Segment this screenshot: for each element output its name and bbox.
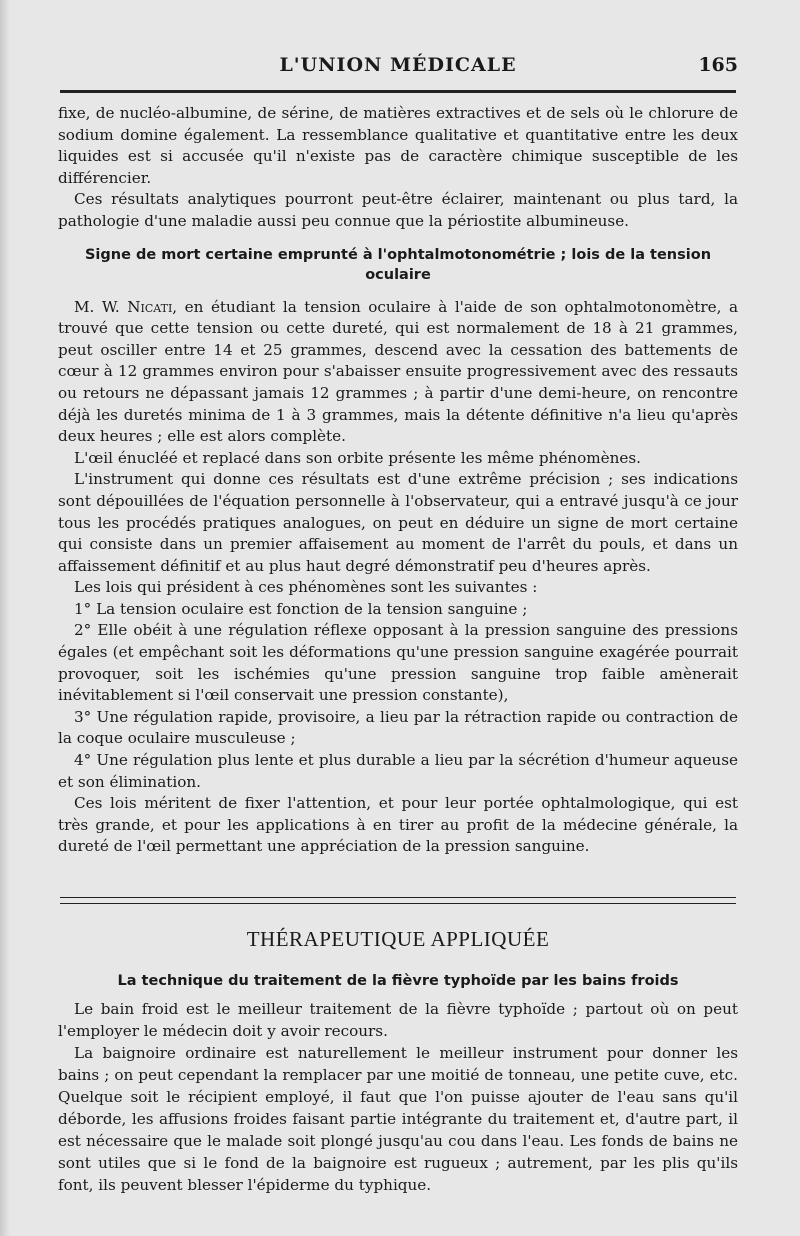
section-column — [58, 926, 738, 1196]
paragraph-text: , en étudiant la tension oculaire à l'aide de son ophtalmotonomètre, a trouvé que cette tension ou cette dureté, qui est normalement de 18 à 21 grammes, peut osciller entre 14 et 25 grammes, descend avec la cessation des battements de cœur à 12 grammes environ pour s'abaisser ensuite progressivement avec des ressauts ou retours ne dépassant jamais 12 grammes ; à partir d'une demi-heure, on rencontre déjà les duretés minima de 1 à 3 grammes, mais la détente définitive n'a lieu qu'après deux heures ; elle est alors complète. — [58, 297, 738, 446]
journal-title: L'UNION MÉDICALE — [279, 54, 517, 76]
list-item: 1° La tension oculaire est fonction de la tension sanguine ; — [74, 599, 528, 618]
list-item: 2° Elle obéit à une régulation réflexe opposant à la pression sanguine des pressions égales (et empêchant soit les déformations qu'une pression sanguine exagérée pourrait provoquer, soit les ischémies qu'une pression sanguine trop faible amènerait inévitablement si l'œil conservait une pression constante), — [58, 621, 738, 705]
article-title: La technique du traitement de la fièvre typhoïde par les bains froids — [117, 973, 679, 989]
paragraph: Ces lois méritent de fixer l'attention, et pour leur portée ophtalmologique, qui est très grande, et pour les applications à en tirer au profit de la médecine générale, la dureté de l'œil permettant une appréciation de la pression sanguine. — [58, 794, 738, 856]
section-divider — [60, 897, 736, 904]
scan-edge — [0, 0, 10, 1236]
paragraph: fixe, de nucléo-albumine, de sérine, de matières extractives et de sels où le chlorure de sodium domine également. La ressemblance qualitative et quantitative entre les deux liquides est si accusée qu'il n'existe pas de caractère chimique susceptible de les différencier. — [58, 104, 738, 187]
section-heading: THÉRAPEUTIQUE APPLIQUÉE — [246, 927, 550, 951]
author-name: Nicati — [127, 297, 173, 316]
paragraph: Le bain froid est le meilleur traitement de la fièvre typhoïde ; partout où on peut l'employer le médecin doit y avoir recours. — [58, 1000, 738, 1040]
paragraph: Ces résultats analytiques pourront peut-être éclairer, maintenant ou plus tard, la pathologie d'une maladie aussi peu connue que la périostite albumineuse. — [58, 190, 738, 230]
paragraph: L'instrument qui donne ces résultats est d'une extrême précision ; ses indications sont dépouillées de l'équation personnelle à l'observateur, qui a entravé jusqu'à ce jour tous les procédés pratiques analogues, on peut en déduire un signe de mort certaine qui consiste dans un premier affaisement au moment de l'arrêt du pouls, et dans un affaissement définitif et au plus haut degré démonstratif peu d'heures après. — [58, 470, 738, 575]
article-title: Signe de mort certaine emprunté à l'ophtalmotonométrie ; lois de la tension oculaire — [84, 246, 712, 283]
paragraph: L'œil énucléé et replacé dans son orbite présente les même phénomènes. — [74, 448, 642, 467]
paragraph: La baignoire ordinaire est naturellement le meilleur instrument pour donner les bains ; on peut cependant la remplacer par une moitié de tonneau, une petite cuve, etc. Quelque soit le récipient employé, il faut que l'on puisse ajouter de l'eau sans qu'il déborde, les affusions froides faisant partie intégrante du traitement et, d'autre part, il est nécessaire que le malade soit plongé jusqu'au cou dans l'eau. Les fonds de bains ne sont utiles que si le fond de la baignoire est rugueux ; autrement, par les plis qu'ils font, ils peuvent blesser l'épiderme du typhique. — [58, 1044, 738, 1194]
page-number: 165 — [698, 54, 738, 76]
list-item: 3° Une régulation rapide, provisoire, a lieu par la rétraction rapide ou contraction de la coque oculaire musculeuse ; — [58, 707, 738, 748]
header-rule — [60, 90, 736, 93]
running-head — [58, 50, 738, 82]
list-item: 4° Une régulation plus lente et plus durable a lieu par la sécrétion d'humeur aqueuse et son élimination. — [58, 751, 738, 791]
paragraph — [58, 297, 738, 448]
main-column — [58, 103, 738, 858]
author-prefix: M. W. — [74, 297, 120, 316]
paragraph: Les lois qui président à ces phénomènes sont les suivantes : — [74, 578, 538, 597]
